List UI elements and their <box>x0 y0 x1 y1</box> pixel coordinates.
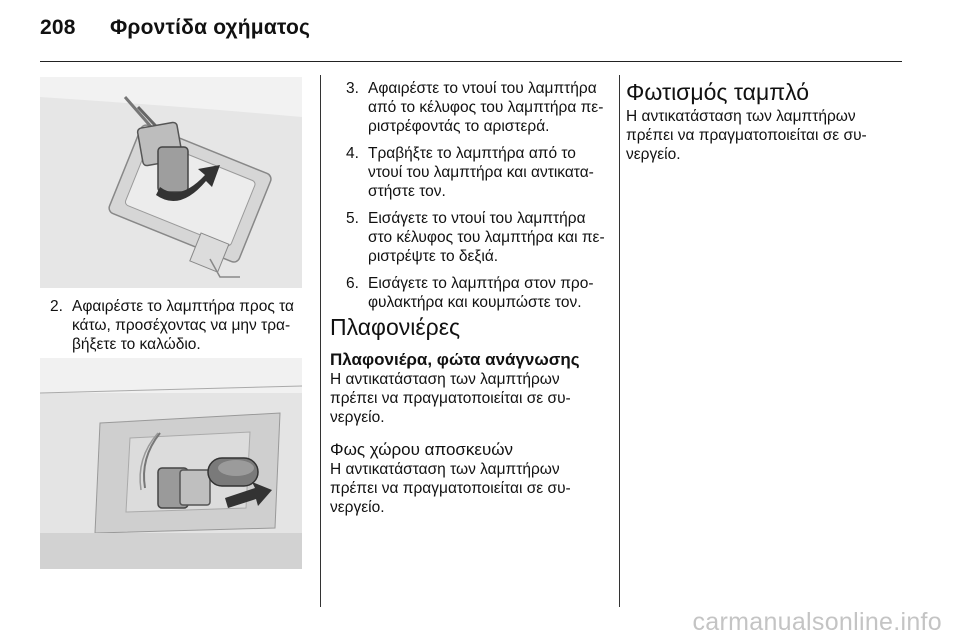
bulb-holder-removal-icon <box>40 358 302 569</box>
step-line: ριστρέφοντάς το αριστερά. <box>368 118 550 135</box>
column-divider-1 <box>320 75 321 607</box>
paragraph-boot-light <box>330 460 571 517</box>
header-rule <box>40 61 902 62</box>
step-number: 6. <box>346 275 359 292</box>
text-line: νεργείο. <box>330 409 385 426</box>
step-line: Εισάγετε το λαμπτήρα στον προ- <box>368 275 594 292</box>
subheading-reading-lights: Πλαφονιέρα, φώτα ανάγνωσης <box>330 350 580 369</box>
text-line: Η αντικατάσταση των λαμπτήρων <box>330 371 560 388</box>
section-heading-instrument-lighting: Φωτισμός ταμπλό <box>626 79 810 105</box>
step-line: φυλακτήρα και κουμπώστε τον. <box>368 294 582 311</box>
step-line: ντουί του λαμπτήρα και αντικατα- <box>368 164 594 181</box>
step-number: 3. <box>346 80 359 97</box>
section-heading-ceiling-lights: Πλαφονιέρες <box>330 314 461 340</box>
step-line: Εισάγετε το ντουί του λαμπτήρα <box>368 210 586 227</box>
step-2 <box>50 297 310 354</box>
step-line: στήστε τον. <box>368 183 446 200</box>
step-3 <box>346 79 611 136</box>
text-line: νεργείο. <box>626 146 681 163</box>
step-number: 4. <box>346 145 359 162</box>
step-line: από το κέλυφος του λαμπτήρα πε- <box>368 99 604 116</box>
figure-lamp-housing <box>40 77 302 288</box>
step-5 <box>346 209 611 266</box>
license-plate-lamp-removal-icon <box>40 77 302 288</box>
text-line: νεργείο. <box>330 499 385 516</box>
step-line: στο κέλυφος του λαμπτήρα και πε- <box>368 229 605 246</box>
step-line: ριστρέψτε το δεξιά. <box>368 248 499 265</box>
section-title: Φροντίδα οχήματος <box>110 16 311 39</box>
text-line: πρέπει να πραγματοποιείται σε συ- <box>330 480 571 497</box>
watermark: carmanualsonline.info <box>692 608 942 636</box>
text-line: πρέπει να πραγματοποιείται σε συ- <box>330 390 571 407</box>
step-line: Τραβήξτε το λαμπτήρα από το <box>368 145 576 162</box>
page-header <box>40 16 310 40</box>
step-6 <box>346 274 611 312</box>
text-line: Η αντικατάσταση των λαμπτήρων <box>330 461 560 478</box>
column-divider-2 <box>619 75 620 607</box>
subheading-boot-light: Φως χώρου αποσκευών <box>330 440 514 459</box>
page-number: 208 <box>40 16 76 39</box>
paragraph-instrument-lighting <box>626 107 867 164</box>
step-line: Αφαιρέστε το λαμπτήρα προς τα <box>72 298 294 315</box>
text-line: Η αντικατάσταση των λαμπτήρων <box>626 108 856 125</box>
step-4 <box>346 144 611 201</box>
paragraph-reading-lights <box>330 370 571 427</box>
step-line: Αφαιρέστε το ντουί του λαμπτήρα <box>368 80 597 97</box>
step-list-col2 <box>346 79 611 320</box>
step-line: κάτω, προσέχοντας να μην τρα- <box>72 317 291 334</box>
step-number: 2. <box>50 298 63 315</box>
step-list-col1 <box>50 297 310 362</box>
step-line: βήξετε το καλώδιο. <box>72 336 201 353</box>
step-number: 5. <box>346 210 359 227</box>
text-line: πρέπει να πραγματοποιείται σε συ- <box>626 127 867 144</box>
figure-bulb-holder <box>40 358 302 569</box>
